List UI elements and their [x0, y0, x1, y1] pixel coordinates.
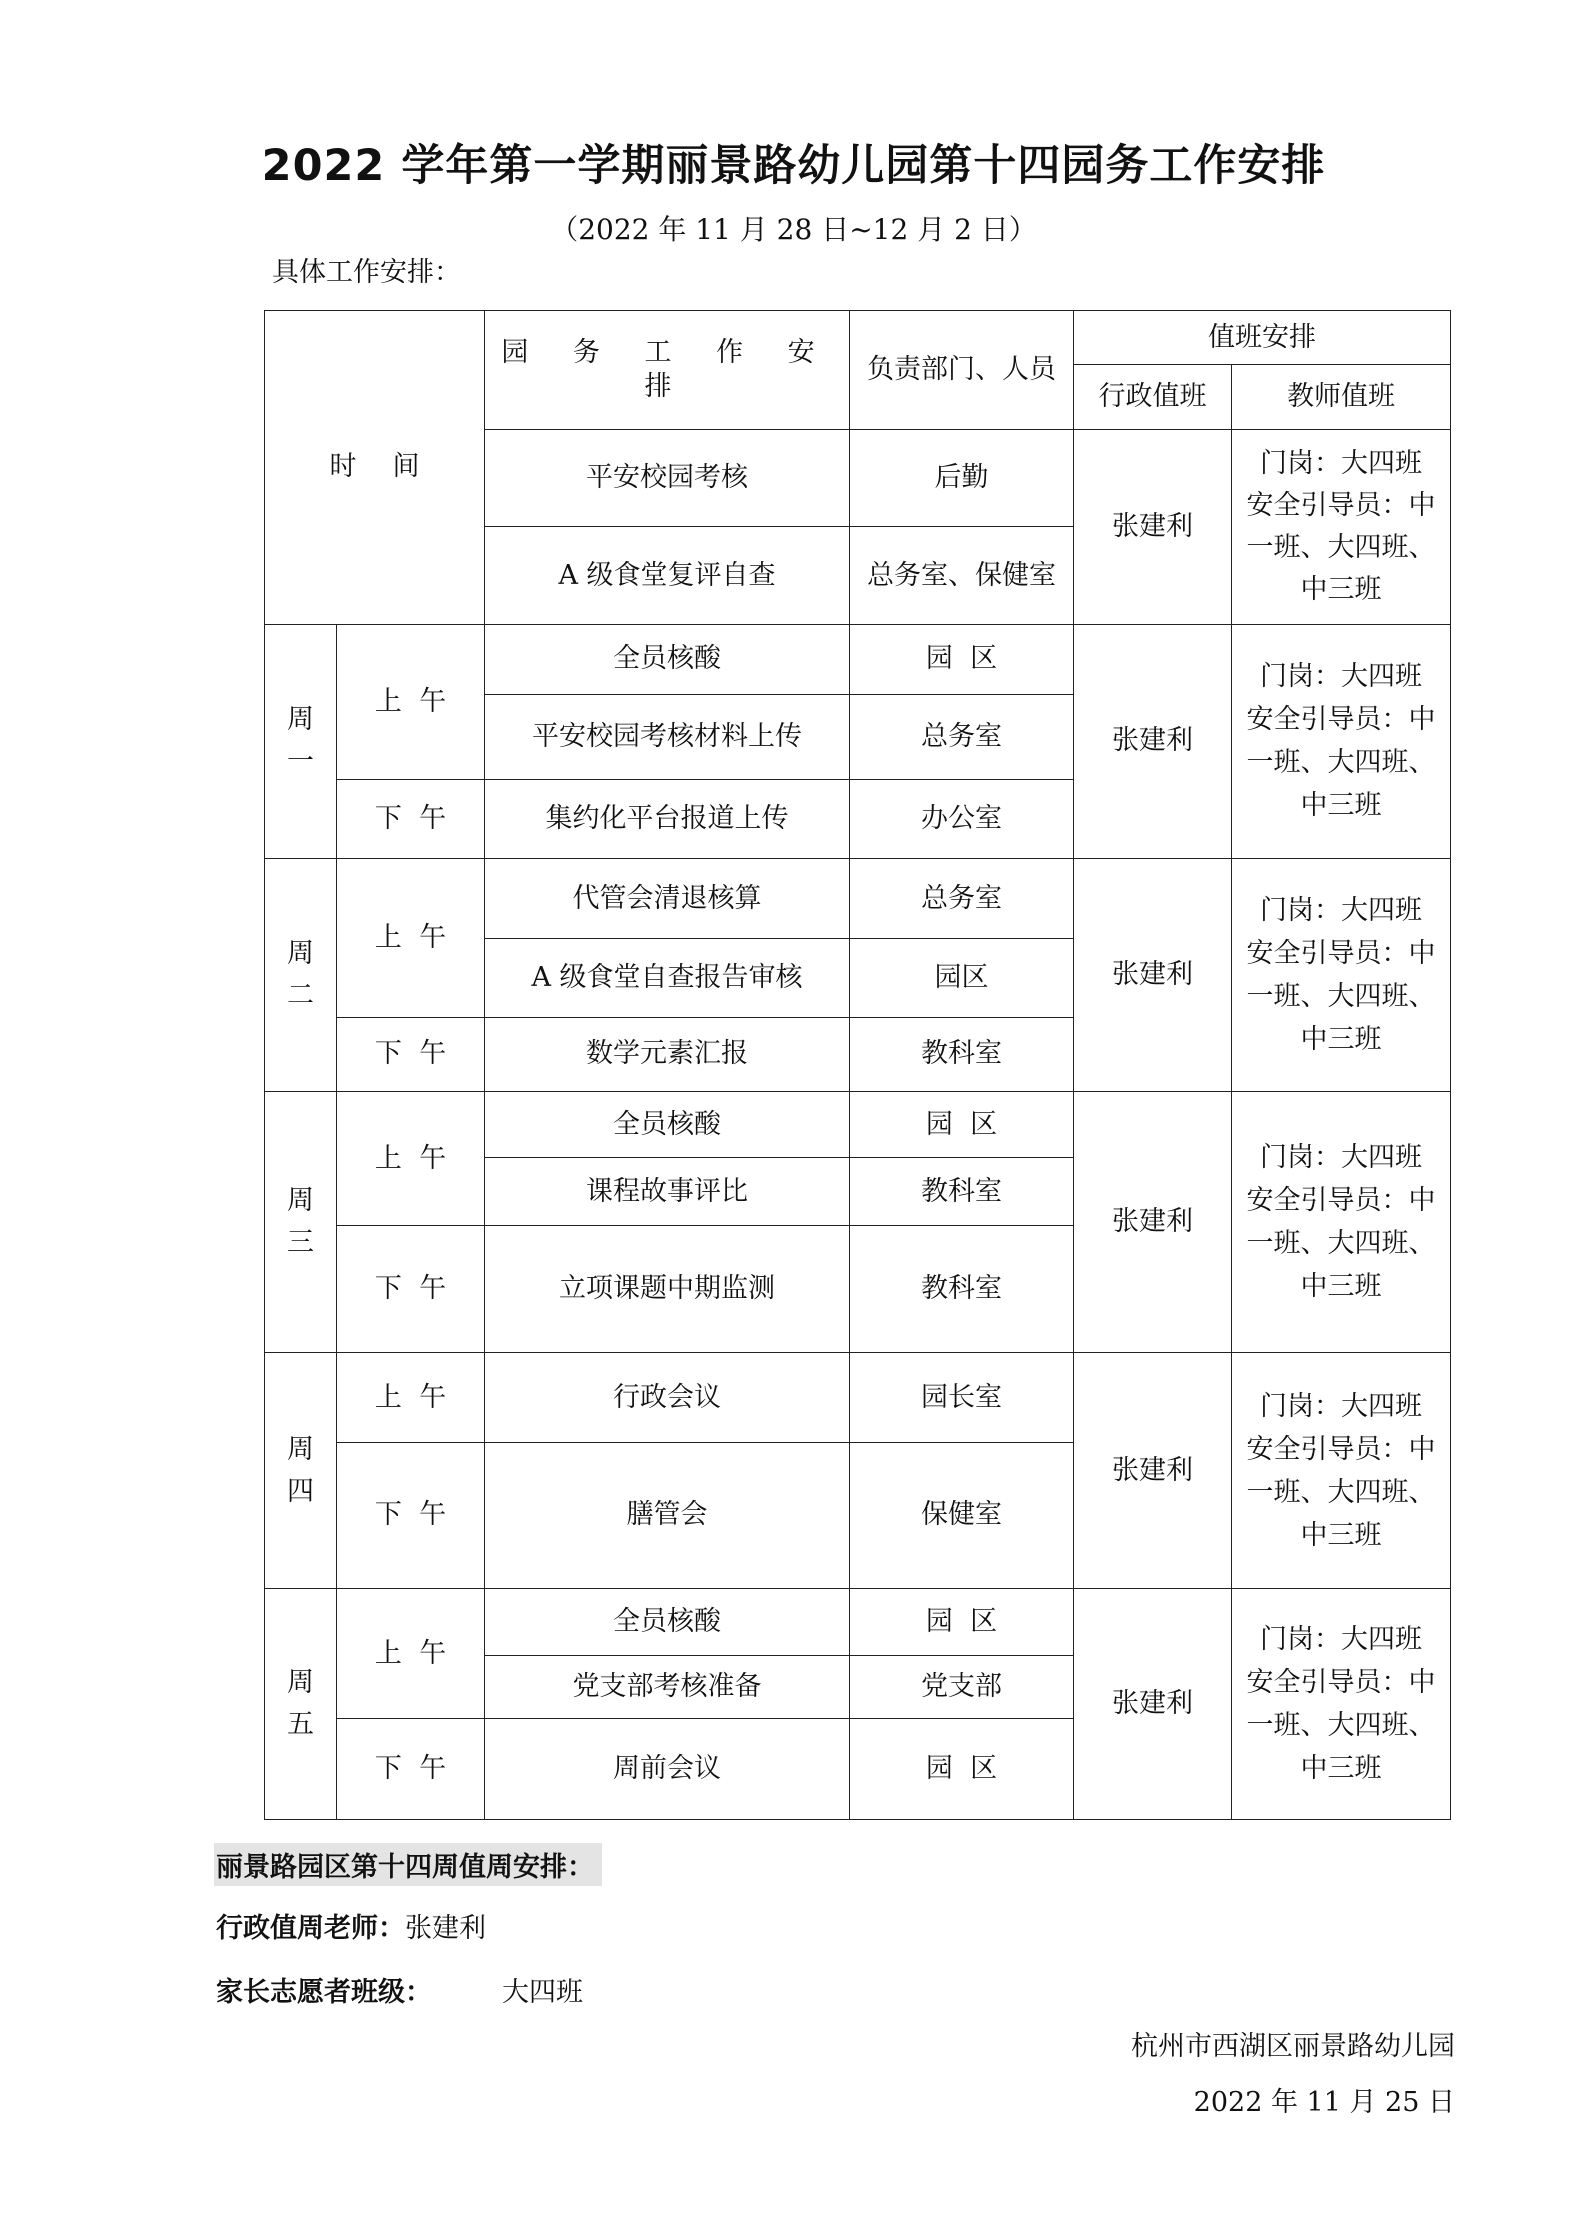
dept-header: 负责部门、人员 [850, 311, 1074, 430]
dept-item: 总务室 [850, 858, 1074, 938]
admin-duty: 张建利 [1074, 429, 1232, 624]
morning-label: 上 午 [337, 624, 485, 780]
afternoon-label: 下 午 [337, 1017, 485, 1091]
morning-label: 上 午 [337, 1588, 485, 1719]
morning-label: 上 午 [337, 858, 485, 1017]
teacher-duty: 门岗：大四班 安全引导员：中 一班、大四班、 中三班 [1232, 1588, 1451, 1819]
dept-item: 园 区 [850, 1719, 1074, 1820]
work-item: 平安校园考核材料上传 [485, 695, 850, 780]
teacher-duty: 门岗：大四班 安全引导员：中 一班、大四班、 中三班 [1232, 858, 1451, 1091]
day-friday: 周 五 [265, 1588, 337, 1819]
dept-item: 园 区 [850, 624, 1074, 694]
dept-item: 园区 [850, 939, 1074, 1017]
dept-item: 园 区 [850, 1092, 1074, 1158]
work-item: 周前会议 [485, 1719, 850, 1820]
duty-header: 值班安排 [1074, 311, 1451, 365]
dept-item: 教科室 [850, 1017, 1074, 1091]
admin-week-duty-line [216, 1906, 486, 1945]
work-item: 膳管会 [485, 1442, 850, 1588]
morning-label: 上 午 [337, 1092, 485, 1226]
dept-item: 园长室 [850, 1353, 1074, 1442]
admin-week-duty-value: 张建利 [405, 1913, 486, 1944]
intro-label: 具体工作安排： [272, 257, 461, 288]
afternoon-label: 下 午 [337, 780, 485, 858]
work-header: 园 务 工 作 安 排 [485, 311, 850, 430]
parent-volunteer-value: 大四班 [502, 1977, 583, 2008]
work-item: 全员核酸 [485, 1092, 850, 1158]
time-header: 时 间 [265, 311, 485, 625]
dept-item: 保健室 [850, 1442, 1074, 1588]
dept-item: 教科室 [850, 1158, 1074, 1225]
parent-volunteer-label: 家长志愿者班级： [216, 1977, 432, 2008]
work-item: 全员核酸 [485, 624, 850, 694]
work-item: 集约化平台报道上传 [485, 780, 850, 858]
work-item: 行政会议 [485, 1353, 850, 1442]
teacher-duty: 门岗：大四班 安全引导员：中 一班、大四班、 中三班 [1232, 1353, 1451, 1588]
document-title: 2022 学年第一学期丽景路幼儿园第十四园务工作安排 [261, 141, 1326, 191]
afternoon-label: 下 午 [337, 1719, 485, 1820]
work-item: 立项课题中期监测 [485, 1225, 850, 1353]
signature-org: 杭州市西湖区丽景路幼儿园 [1131, 2031, 1455, 2062]
admin-duty: 张建利 [1074, 1588, 1232, 1819]
dept-item: 后勤 [850, 429, 1074, 527]
dept-item: 教科室 [850, 1225, 1074, 1353]
afternoon-label: 下 午 [337, 1442, 485, 1588]
morning-label: 上 午 [337, 1353, 485, 1442]
teacher-duty: 门岗：大四班 安全引导员：中 一班、大四班、 中三班 [1232, 1092, 1451, 1353]
date-range-subtitle: （2022 年 11 月 28 日~12 月 2 日） [550, 213, 1037, 246]
parent-volunteer-line [216, 1970, 583, 2009]
work-item: 课程故事评比 [485, 1158, 850, 1225]
dept-item: 党支部 [850, 1656, 1074, 1719]
admin-duty: 张建利 [1074, 1092, 1232, 1353]
work-item: 党支部考核准备 [485, 1656, 850, 1719]
dept-item: 办公室 [850, 780, 1074, 858]
work-item: 平安校园考核 [485, 429, 850, 527]
teacher-duty-header: 教师值班 [1232, 365, 1451, 429]
work-item: 全员核酸 [485, 1588, 850, 1655]
day-tuesday: 周 二 [265, 858, 337, 1091]
day-thursday: 周 四 [265, 1353, 337, 1588]
admin-duty-header: 行政值班 [1074, 365, 1232, 429]
admin-duty: 张建利 [1074, 858, 1232, 1091]
work-item: A 级食堂自查报告审核 [485, 939, 850, 1017]
work-item: 代管会清退核算 [485, 858, 850, 938]
signature-date: 2022 年 11 月 25 日 [1193, 2087, 1455, 2118]
work-item: A 级食堂复评自查 [485, 527, 850, 625]
day-monday: 周 一 [265, 624, 337, 858]
dept-item: 总务室、保健室 [850, 527, 1074, 625]
dept-item: 园 区 [850, 1588, 1074, 1655]
admin-duty: 张建利 [1074, 1353, 1232, 1588]
teacher-duty: 门岗：大四班 安全引导员：中 一班、大四班、 中三班 [1232, 624, 1451, 858]
teacher-duty: 门岗：大四班 安全引导员：中 一班、大四班、 中三班 [1232, 429, 1451, 624]
work-item: 数学元素汇报 [485, 1017, 850, 1091]
afternoon-label: 下 午 [337, 1225, 485, 1353]
day-wednesday: 周 三 [265, 1092, 337, 1353]
admin-week-duty-label: 行政值周老师： [216, 1913, 405, 1944]
dept-item: 总务室 [850, 695, 1074, 780]
admin-duty: 张建利 [1074, 624, 1232, 858]
work-schedule-table [264, 310, 1451, 1820]
week-duty-section-title: 丽景路园区第十四周值周安排： [214, 1843, 602, 1886]
